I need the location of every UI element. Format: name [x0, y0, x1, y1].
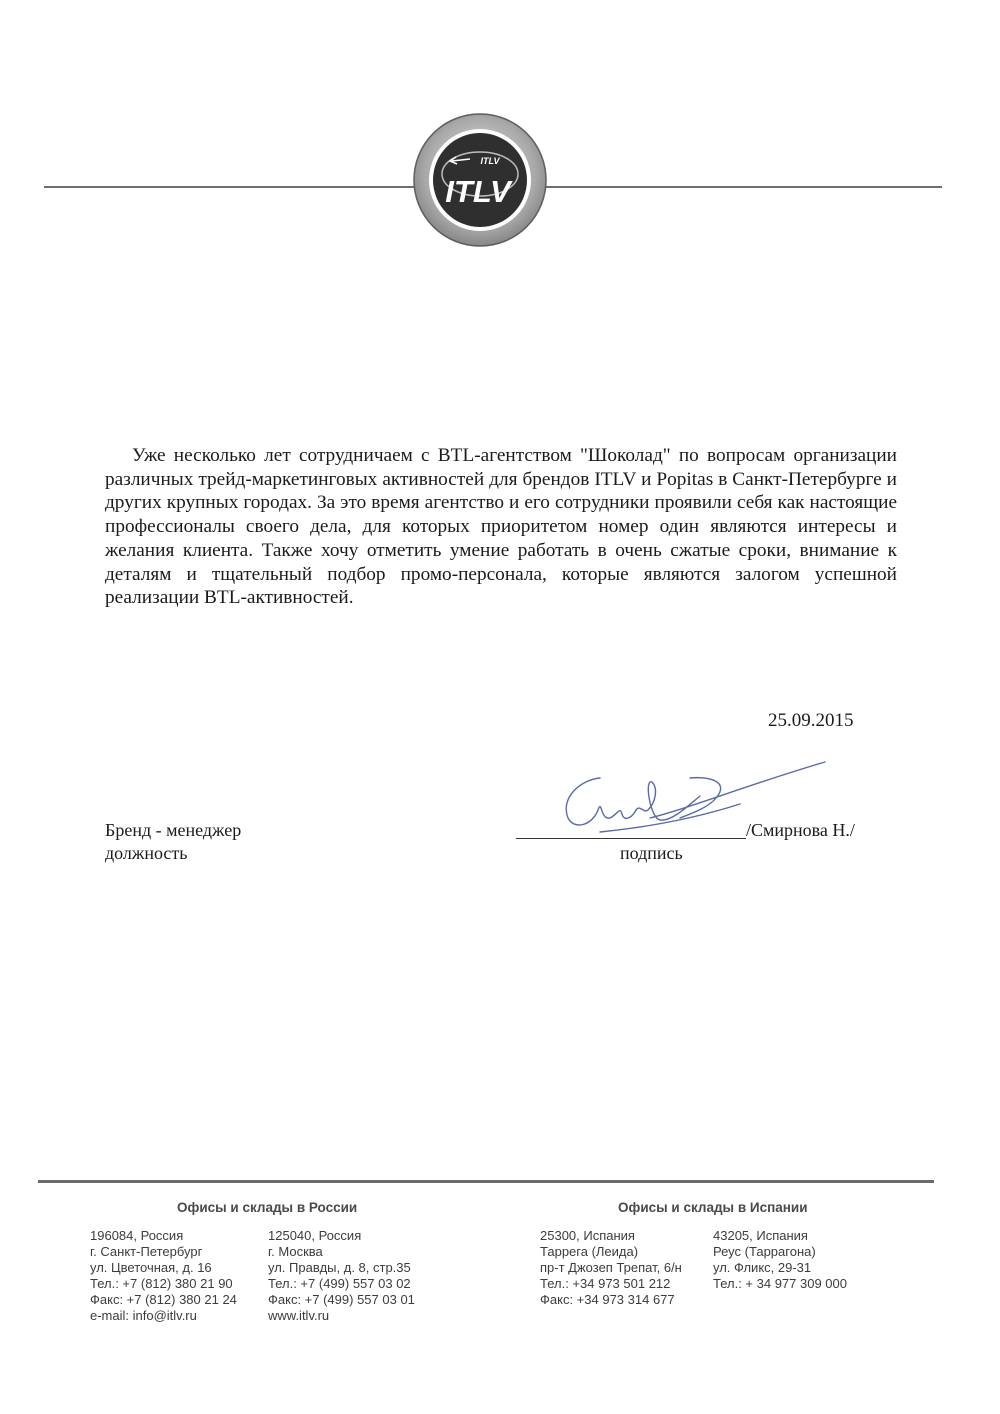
letter-date: 25.09.2015: [768, 710, 854, 731]
address-block-tarrega: [540, 1228, 682, 1308]
footer-spain-title: Офисы и склады в Испании: [618, 1200, 808, 1215]
fax-line: Факс: +7 (812) 380 21 24: [90, 1292, 237, 1307]
signer-name: /Смирнова Н./: [746, 820, 855, 840]
phone-line: Тел.: +34 973 501 212: [540, 1276, 671, 1291]
address-line: 196084, Россия: [90, 1228, 184, 1243]
address-line: Реус (Таррагона): [713, 1244, 816, 1259]
logo-small-text: ITLV: [480, 156, 500, 166]
address-line: Таррега (Леида): [540, 1244, 639, 1259]
fax-line: Факс: +7 (499) 557 03 01: [268, 1292, 415, 1307]
fax-line: Факс: +34 973 314 677: [540, 1292, 675, 1307]
letter-paragraph: Уже несколько лет сотрудничаем с BTL-агентством "Шоколад" по вопросам организации различных трейд-маркетинговых активностей для брендов ITLV и Popitas в Санкт-Петербурге и других крупных городах. За это время агентство и его сотрудники проявили себя как настоящие профессионалы своего дела, для которых приоритетом номер один являются интересы и желания клиента. Также хочу отметить умение работать в очень сжатые сроки, внимание к деталям и тщательный подбор промо-персонала, которые являются залогом успешной реализации BTL-активностей.: [105, 445, 897, 609]
address-block-reus: [713, 1228, 847, 1292]
address-line: пр-т Джозеп Трепат, 6/н: [540, 1260, 682, 1275]
address-line: 25300, Испания: [540, 1228, 635, 1243]
position-value: Бренд - менеджер: [105, 820, 242, 840]
logo-main-text: ITLV: [445, 174, 511, 209]
phone-line: Тел.: + 34 977 309 000: [713, 1276, 847, 1291]
handwritten-signature-icon: [540, 748, 840, 858]
address-line: г. Москва: [268, 1244, 323, 1259]
address-line: г. Санкт-Петербург: [90, 1244, 203, 1259]
signature-label: подпись: [620, 843, 683, 863]
address-line: ул. Фликс, 29-31: [713, 1260, 812, 1275]
footer-divider: [38, 1180, 934, 1183]
email-link[interactable]: e-mail: info@itlv.ru: [90, 1308, 197, 1323]
itlv-logo-icon: [412, 112, 548, 248]
phone-line: Тел.: +7 (812) 380 21 90: [90, 1276, 233, 1291]
header-line-right: [545, 186, 942, 188]
address-line: 125040, Россия: [268, 1228, 362, 1243]
phone-line: Тел.: +7 (499) 557 03 02: [268, 1276, 411, 1291]
address-block-spb: [90, 1228, 237, 1324]
address-line: ул. Правды, д. 8, стр.35: [268, 1260, 411, 1275]
footer-russia-title: Офисы и склады в России: [177, 1200, 358, 1215]
header-line-left: [44, 186, 416, 188]
letter-body: [105, 444, 897, 610]
signature-line: [516, 838, 746, 839]
website-link[interactable]: www.itlv.ru: [268, 1308, 330, 1323]
address-block-moscow: [268, 1228, 415, 1324]
address-line: ул. Цветочная, д. 16: [90, 1260, 212, 1275]
address-line: 43205, Испания: [713, 1228, 808, 1243]
position-label: должность: [105, 843, 188, 863]
